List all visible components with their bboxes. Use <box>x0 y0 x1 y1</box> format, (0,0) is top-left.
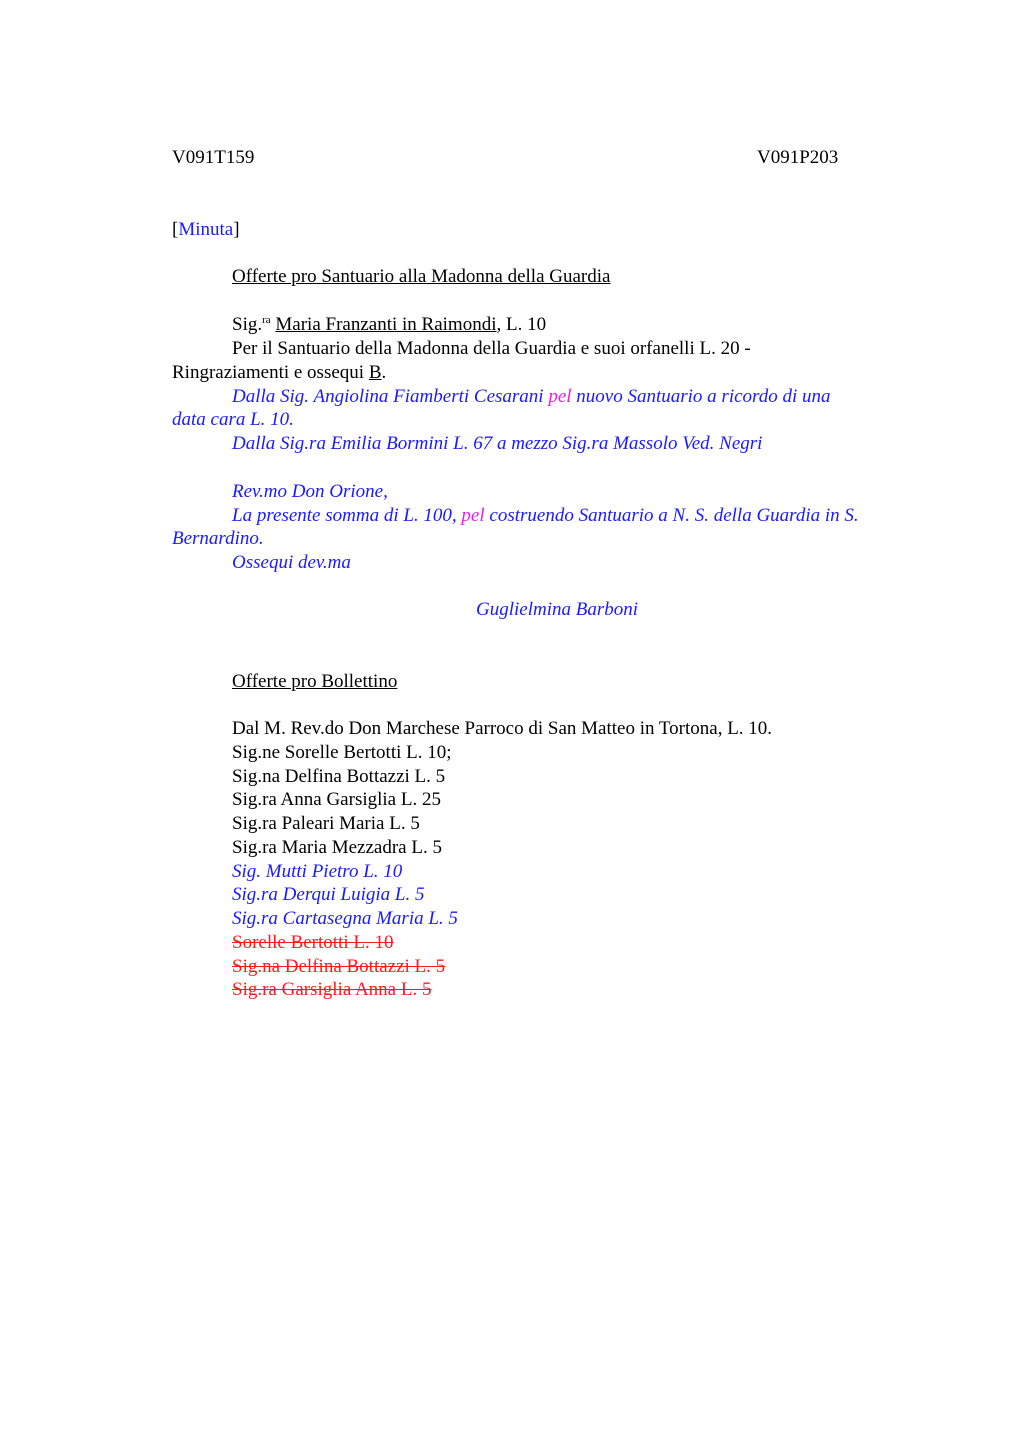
bollettino-heading: Offerte pro Bollettino <box>232 671 398 692</box>
ringraziamenti-text: Ringraziamenti e ossequi <box>172 362 369 383</box>
bollettino-struck-entry: Sig.na Delfina Bottazzi L. 5 <box>232 956 446 977</box>
santuario-heading: Offerte pro Santuario alla Madonna della Guardia <box>232 266 611 287</box>
initial-b: B <box>368 362 382 383</box>
entry-orfanelli-line1: Per il Santuario della Madonna della Guardia e suoi orfanelli L. 20 - <box>232 338 751 359</box>
bollettino-entry: Sig.ne Sorelle Bertotti L. 10; <box>232 742 452 763</box>
letter-body-part2: costruendo Santuario a N. S. della Guardia in S. <box>484 505 859 526</box>
fiamberti-part2: nuovo Santuario a ricordo di una <box>571 386 831 407</box>
letter-body-line2: Bernardino. <box>172 528 264 549</box>
bollettino-entry: Sig.ra Anna Garsiglia L. 25 <box>232 789 441 810</box>
letter-pel: pel <box>461 505 485 526</box>
entry-amount: , L. 10 <box>496 314 547 335</box>
fiamberti-pel: pel <box>548 386 572 407</box>
period: . <box>381 362 387 383</box>
letter-body-line1 <box>232 504 859 528</box>
bollettino-entry: Sig.ra Maria Mezzadra L. 5 <box>232 837 442 858</box>
entry-superscript: ra <box>262 314 271 326</box>
bracket-close: ] <box>233 219 240 240</box>
letter-closing: Ossequi dev.ma <box>232 552 351 573</box>
entry-franzanti <box>232 313 546 337</box>
entry-prefix: Sig. <box>232 314 263 335</box>
letter-salutation: Rev.mo Don Orione, <box>232 481 388 502</box>
letter-signature: Guglielmina Barboni <box>476 599 639 620</box>
letter-body-part1: La presente somma di L. 100, <box>232 505 462 526</box>
right-code: V091P203 <box>757 147 839 168</box>
bollettino-entry: Sig.ra Paleari Maria L. 5 <box>232 813 420 834</box>
entry-bormini: Dalla Sig.ra Emilia Bormini L. 67 a mezzo Sig.ra Massolo Ved. Negri <box>232 433 763 454</box>
entry-name: Maria Franzanti in Raimondi <box>275 314 497 335</box>
entry-orfanelli-line2 <box>172 361 386 385</box>
bollettino-added-entry: Sig.ra Derqui Luigia L. 5 <box>232 884 425 905</box>
bollettino-added-entry: Sig. Mutti Pietro L. 10 <box>232 861 403 882</box>
entry-fiamberti-line2: data cara L. 10. <box>172 409 294 430</box>
minuta-word: Minuta <box>178 219 234 240</box>
bollettino-entry: Sig.na Delfina Bottazzi L. 5 <box>232 766 446 787</box>
left-code: V091T159 <box>172 147 255 168</box>
minuta-label <box>172 218 240 242</box>
fiamberti-part1: Dalla Sig. Angiolina Fiamberti Cesarani <box>232 386 549 407</box>
bollettino-struck-entry: Sorelle Bertotti L. 10 <box>232 932 394 953</box>
bracket-open: [ <box>172 219 179 240</box>
bollettino-entry: Dal M. Rev.do Don Marchese Parroco di San Matteo in Tortona, L. 10. <box>232 718 773 739</box>
bollettino-struck-entry: Sig.ra Garsiglia Anna L. 5 <box>232 979 432 1000</box>
bollettino-added-entry: Sig.ra Cartasegna Maria L. 5 <box>232 908 458 929</box>
entry-fiamberti-line1 <box>232 385 831 409</box>
